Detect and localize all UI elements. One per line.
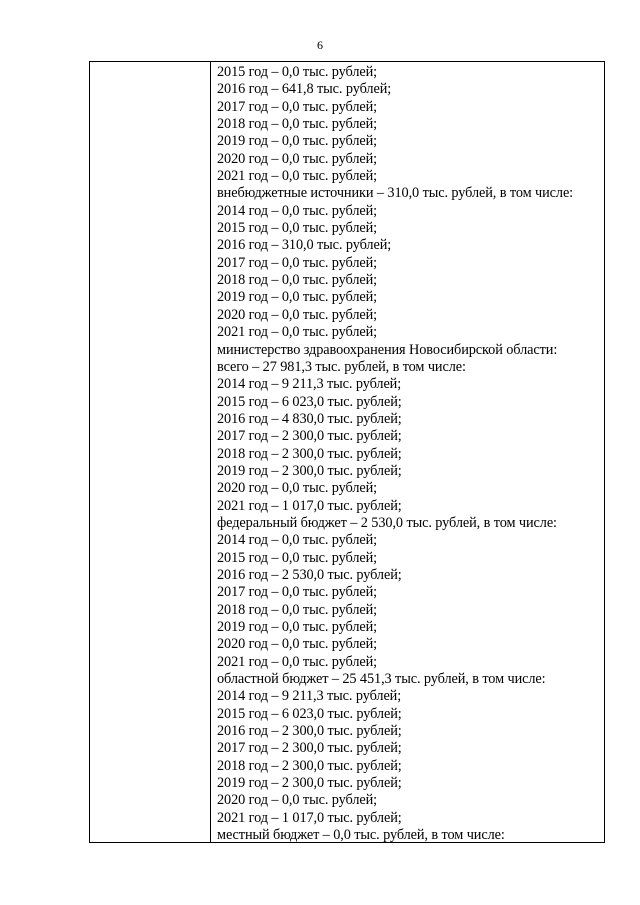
funding-line: 2015 год – 0,0 тыс. рублей; <box>217 220 378 237</box>
funding-line: 2018 год – 0,0 тыс. рублей; <box>217 272 378 289</box>
funding-line: 2016 год – 2 530,0 тыс. рублей; <box>217 566 402 583</box>
funding-line: всего – 27 981,3 тыс. рублей, в том числе: <box>217 358 466 375</box>
funding-line: 2018 год – 2 300,0 тыс. рублей; <box>217 445 402 462</box>
funding-details-column <box>217 64 603 844</box>
funding-line: внебюджетные источники – 310,0 тыс. рублей, в том числе: <box>217 185 574 202</box>
funding-line: федеральный бюджет – 2 530,0 тыс. рублей, в том числе: <box>217 514 557 531</box>
funding-line: 2019 год – 2 300,0 тыс. рублей; <box>217 462 402 479</box>
funding-line: 2016 год – 2 300,0 тыс. рублей; <box>217 723 402 740</box>
funding-line: 2021 год – 1 017,0 тыс. рублей; <box>217 497 402 514</box>
funding-line: 2014 год – 9 211,3 тыс. рублей; <box>217 688 402 705</box>
funding-line: 2021 год – 0,0 тыс. рублей; <box>217 324 378 341</box>
funding-line: 2016 год – 4 830,0 тыс. рублей; <box>217 410 402 427</box>
funding-line: 2017 год – 0,0 тыс. рублей; <box>217 254 378 271</box>
funding-line: 2021 год – 1 017,0 тыс. рублей; <box>217 809 402 826</box>
funding-line: 2019 год – 0,0 тыс. рублей; <box>217 133 378 150</box>
funding-line: 2017 год – 2 300,0 тыс. рублей; <box>217 740 402 757</box>
funding-line: 2020 год – 0,0 тыс. рублей; <box>217 150 378 167</box>
funding-line: 2021 год – 0,0 тыс. рублей; <box>217 653 378 670</box>
funding-line: 2014 год – 0,0 тыс. рублей; <box>217 532 378 549</box>
funding-line: 2016 год – 310,0 тыс. рублей; <box>217 237 392 254</box>
funding-line: 2020 год – 0,0 тыс. рублей; <box>217 792 378 809</box>
funding-line: министерство здравоохранения Новосибирской области: <box>217 341 558 358</box>
funding-line: 2015 год – 6 023,0 тыс. рублей; <box>217 705 402 722</box>
funding-line: 2017 год – 0,0 тыс. рублей; <box>217 98 378 115</box>
funding-line: 2014 год – 0,0 тыс. рублей; <box>217 202 378 219</box>
funding-line: 2018 год – 0,0 тыс. рублей; <box>217 601 378 618</box>
funding-line: 2017 год – 2 300,0 тыс. рублей; <box>217 428 402 445</box>
column-divider <box>210 62 211 842</box>
funding-line: 2019 год – 0,0 тыс. рублей; <box>217 289 378 306</box>
funding-table <box>89 61 605 843</box>
funding-line: 2016 год – 641,8 тыс. рублей; <box>217 81 392 98</box>
funding-line: 2015 год – 6 023,0 тыс. рублей; <box>217 393 402 410</box>
funding-line: 2015 год – 0,0 тыс. рублей; <box>217 64 378 80</box>
funding-line: 2019 год – 0,0 тыс. рублей; <box>217 619 378 635</box>
funding-line: 2020 год – 0,0 тыс. рублей; <box>217 636 378 653</box>
page-number: 6 <box>317 38 323 52</box>
funding-line: областной бюджет – 25 451,3 тыс. рублей, в том числе: <box>217 671 546 688</box>
funding-line: 2021 год – 0,0 тыс. рублей; <box>217 168 378 185</box>
funding-line: 2018 год – 2 300,0 тыс. рублей; <box>217 757 402 774</box>
funding-line: 2017 год – 0,0 тыс. рублей; <box>217 584 378 601</box>
funding-line: 2020 год – 0,0 тыс. рублей; <box>217 306 378 323</box>
funding-line: 2019 год – 2 300,0 тыс. рублей; <box>217 775 402 792</box>
funding-line: 2018 год – 0,0 тыс. рублей; <box>217 116 378 133</box>
funding-line: местный бюджет – 0,0 тыс. рублей, в том числе: <box>217 827 505 844</box>
funding-line: 2015 год – 0,0 тыс. рублей; <box>217 549 378 566</box>
funding-line: 2020 год – 0,0 тыс. рублей; <box>217 480 378 497</box>
funding-line: 2014 год – 9 211,3 тыс. рублей; <box>217 376 402 393</box>
